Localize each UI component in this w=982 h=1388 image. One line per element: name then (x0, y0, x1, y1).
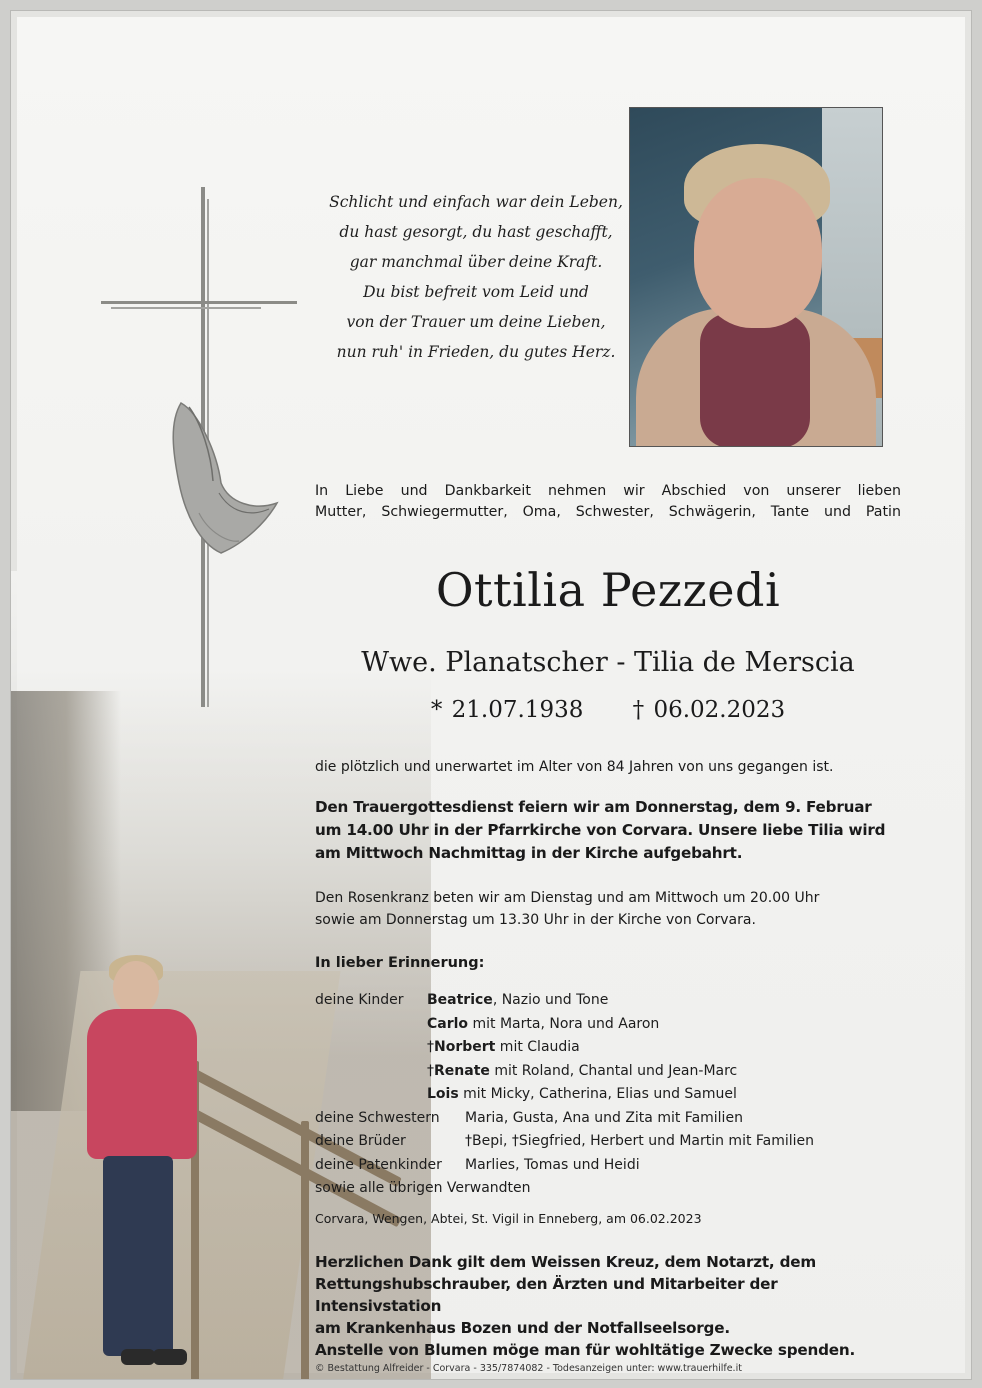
relatives-row (315, 1177, 905, 1201)
child-entry: Lois mit Micky, Catherina, Elias und Samuel (427, 1086, 737, 1102)
child-entry: Beatrice, Nazio und Tone (427, 992, 609, 1008)
footer-credit: © Bestattung Alfreider - Corvara - 335/7874082 - Todesanzeigen unter: www.trauerhilfe.it (315, 1363, 742, 1374)
relatives-names: Marlies, Tomas und Heidi (465, 1156, 640, 1173)
age-text: die plötzlich und unerwartet im Alter von 84 Jahren von uns gegangen ist. (315, 759, 834, 775)
relatives-row (315, 1154, 905, 1178)
thanks-line: Anstelle von Blumen möge man für wohltätige Zwecke spenden. (315, 1341, 856, 1359)
child-entry: †Norbert mit Claudia (427, 1039, 580, 1055)
poem-line: von der Trauer um deine Lieben, (346, 313, 606, 331)
portrait-photo (629, 107, 883, 447)
intro-line: In Liebe und Dankbarkeit nehmen wir Abschied von unserer lieben (315, 483, 901, 499)
relatives-row (315, 1107, 905, 1131)
relatives-row (315, 1083, 905, 1107)
life-dates (315, 697, 901, 723)
service-line: um 14.00 Uhr in der Pfarrkirche von Corvara. Unsere liebe Tilia wird (315, 821, 886, 839)
poem-line: nun ruh' in Frieden, du gutes Herz. (336, 343, 616, 361)
obituary-sheet (10, 10, 972, 1380)
deceased-name: Ottilia Pezzedi (435, 563, 781, 617)
woman-figure (81, 961, 211, 1379)
relatives-row (315, 1036, 905, 1060)
place-date: Corvara, Wengen, Abtei, St. Vigil in Enneberg, am 06.02.2023 (315, 1211, 702, 1226)
service-line: am Mittwoch Nachmittag in der Kirche aufgebahrt. (315, 844, 743, 862)
praying-hands-icon (159, 393, 279, 563)
poem-line: du hast gesorgt, du hast geschafft, (339, 223, 613, 241)
relatives-names: Maria, Gusta, Ana und Zita mit Familien (465, 1109, 743, 1126)
child-entry: †Renate mit Roland, Chantal und Jean-Marc (427, 1062, 738, 1079)
poem-line: gar manchmal über deine Kraft. (349, 253, 603, 271)
memory-title: In lieber Erinnerung: (315, 955, 485, 971)
intro-text (315, 481, 901, 523)
relatives-list (315, 989, 905, 1201)
rosary-line: Den Rosenkranz beten wir am Dienstag und am Mittwoch um 20.00 Uhr (315, 890, 820, 906)
relatives-label: deine Schwestern (315, 1109, 440, 1126)
birth-date: * 21.07.1938 (430, 697, 584, 723)
relatives-label: deine Patenkinder (315, 1156, 442, 1173)
relatives-row (315, 1060, 905, 1084)
rosary-line: sowie am Donnerstag um 13.30 Uhr in der Kirche von Corvara. (315, 912, 756, 928)
widow-name: Wwe. Planatscher - Tilia de Merscia (361, 647, 855, 678)
relatives-label: deine Kinder (315, 992, 404, 1008)
intro-line: Mutter, Schwiegermutter, Oma, Schwester, Schwägerin, Tante und Patin (315, 504, 901, 520)
poem-line: Du bist befreit vom Leid und (363, 283, 589, 301)
service-line: Den Trauergottesdienst feiern wir am Donnerstag, dem 9. Februar (315, 798, 872, 816)
relatives-others: sowie alle übrigen Verwandten (315, 1180, 531, 1196)
service-text (315, 796, 901, 865)
thanks-line: Herzlichen Dank gilt dem Weissen Kreuz, dem Notarzt, dem (315, 1253, 816, 1271)
relatives-names: †Bepi, †Siegfried, Herbert und Martin mit Familien (465, 1133, 815, 1149)
rosary-text (315, 887, 901, 931)
death-date: † 06.02.2023 (632, 697, 786, 723)
relatives-row (315, 1130, 905, 1154)
thanks-text (315, 1251, 901, 1361)
poem-line: Schlicht und einfach war dein Leben, (329, 193, 623, 211)
relatives-row (315, 1013, 905, 1037)
thanks-line: am Krankenhaus Bozen und der Notfallseelsorge. (315, 1319, 730, 1337)
poem (311, 187, 641, 367)
relatives-row (315, 989, 905, 1013)
relatives-label: deine Brüder (315, 1133, 406, 1149)
thanks-line: Rettungshubschrauber, den Ärzten und Mitarbeiter der Intensivstation (315, 1275, 778, 1315)
child-entry: Carlo mit Marta, Nora und Aaron (427, 1015, 660, 1032)
